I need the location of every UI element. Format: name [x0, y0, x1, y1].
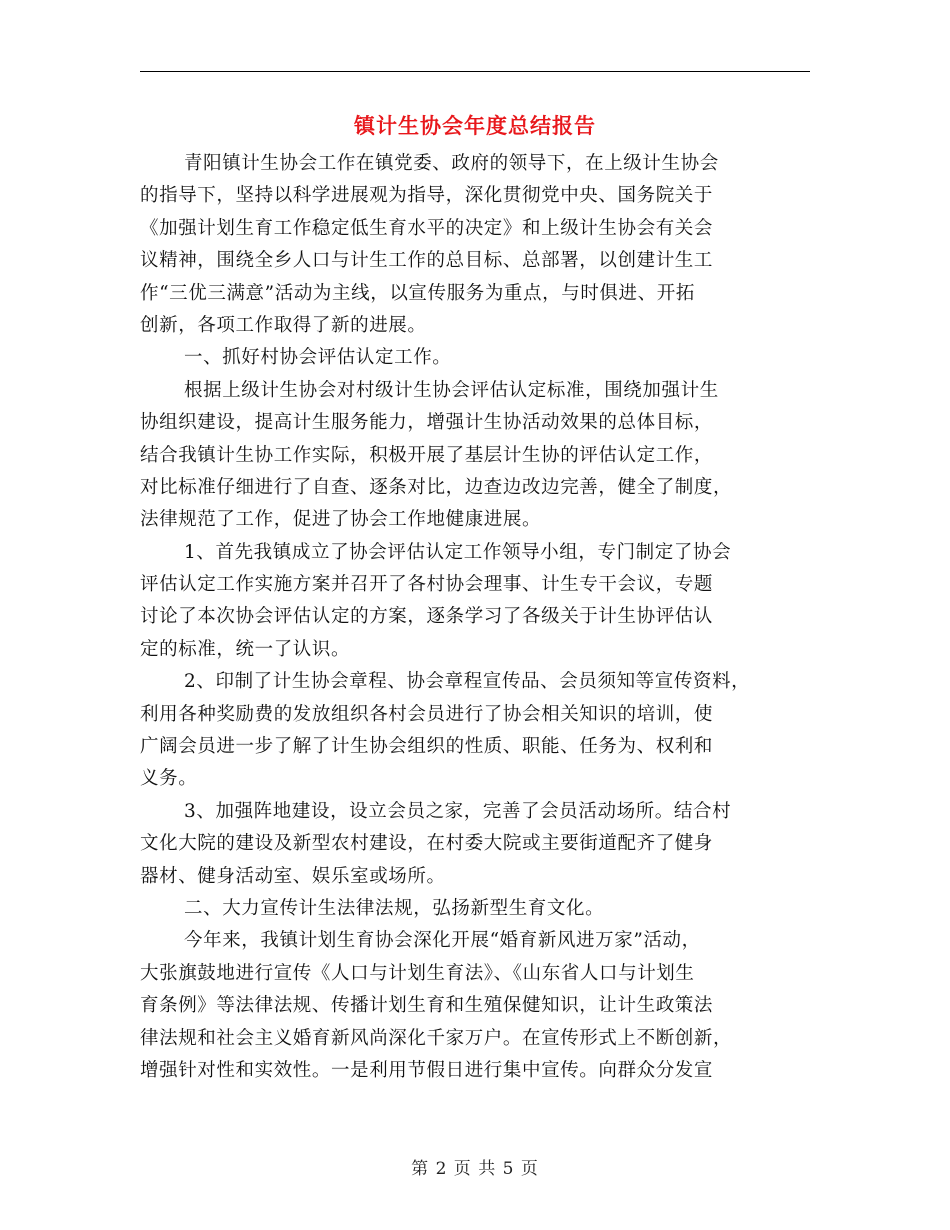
- document-title: 镇计生协会年度总结报告: [354, 114, 596, 138]
- text-line: 器材、健身活动室、娱乐室或场所。: [140, 865, 446, 887]
- document-body: [140, 148, 810, 1087]
- text-line: 文化大院的建设及新型农村建设，在村委大院或主要街道配齐了健身: [140, 833, 714, 855]
- text-line: 法律规范了工作，促进了协会工作地健康进展。: [140, 509, 542, 531]
- text-line: 大张旗鼓地进行宣传《人口与计划生育法》、《山东省人口与计划生: [140, 962, 695, 984]
- text-line: 创新，各项工作取得了新的进展。: [140, 314, 427, 336]
- text-line: 《加强计划生育工作稳定低生育水平的决定》和上级计生协会有关会: [140, 217, 714, 239]
- text-line: 结合我镇计生协工作实际，积极开展了基层计生协的评估认定工作，: [140, 444, 714, 466]
- text-line: 协组织建设，提高计生服务能力，增强计生协活动效果的总体目标，: [140, 412, 714, 434]
- text-line: 作“三优三满意”活动为主线，以宣传服务为重点，与时俱进、开拓: [140, 282, 695, 304]
- page-footer: 第 2 页 共 5 页: [411, 1159, 539, 1179]
- text-line: 的指导下，坚持以科学进展观为指导，深化贯彻党中央、国务院关于: [140, 185, 714, 207]
- text-line: 今年来，我镇计划生育协会深化开展“婚育新风进万家”活动，: [184, 930, 701, 952]
- text-line: 二、大力宣传计生法律法规，弘扬新型生育文化。: [184, 897, 605, 919]
- text-line: 律法规和社会主义婚育新风尚深化千家万户。在宣传形式上不断创新，: [140, 1027, 733, 1049]
- text-line: 义务。: [140, 768, 198, 790]
- text-line: 1、首先我镇成立了协会评估认定工作领导小组，专门制定了协会: [184, 541, 732, 563]
- text-line: 2、印制了计生协会章程、协会章程宣传品、会员须知等宣传资料，: [184, 671, 751, 693]
- text-line: 根据上级计生协会对村级计生协会评估认定标准，围绕加强计生: [184, 379, 719, 401]
- text-line: 育条例》等法律法规、传播计划生育和生殖保健知识，让计生政策法: [140, 995, 714, 1017]
- header-rule: [140, 71, 810, 72]
- text-line: 3、加强阵地建设，设立会员之家，完善了会员活动场所。结合村: [184, 800, 732, 822]
- text-line: 议精神，围绕全乡人口与计生工作的总目标、总部署，以创建计生工: [140, 250, 714, 272]
- text-line: 讨论了本次协会评估认定的方案，逐条学习了各级关于计生协评估认: [140, 606, 714, 628]
- text-line: 评估认定工作实施方案并召开了各村协会理事、计生专干会议，专题: [140, 574, 714, 596]
- text-line: 定的标准，统一了认识。: [140, 638, 351, 660]
- text-line: 对比标准仔细进行了自查、逐条对比，边查边改边完善，健全了制度，: [140, 476, 733, 498]
- text-line: 广阔会员进一步了解了计生协会组织的性质、职能、任务为、权利和: [140, 736, 714, 758]
- text-line: 利用各种奖励费的发放组织各村会员进行了协会相关知识的培训，使: [140, 703, 714, 725]
- text-line: 青阳镇计生协会工作在镇党委、政府的领导下，在上级计生协会: [184, 153, 719, 174]
- text-line: 一、抓好村协会评估认定工作。: [184, 347, 452, 369]
- text-line: 增强针对性和实效性。一是利用节假日进行集中宣传。向群众分发宣: [140, 1059, 714, 1081]
